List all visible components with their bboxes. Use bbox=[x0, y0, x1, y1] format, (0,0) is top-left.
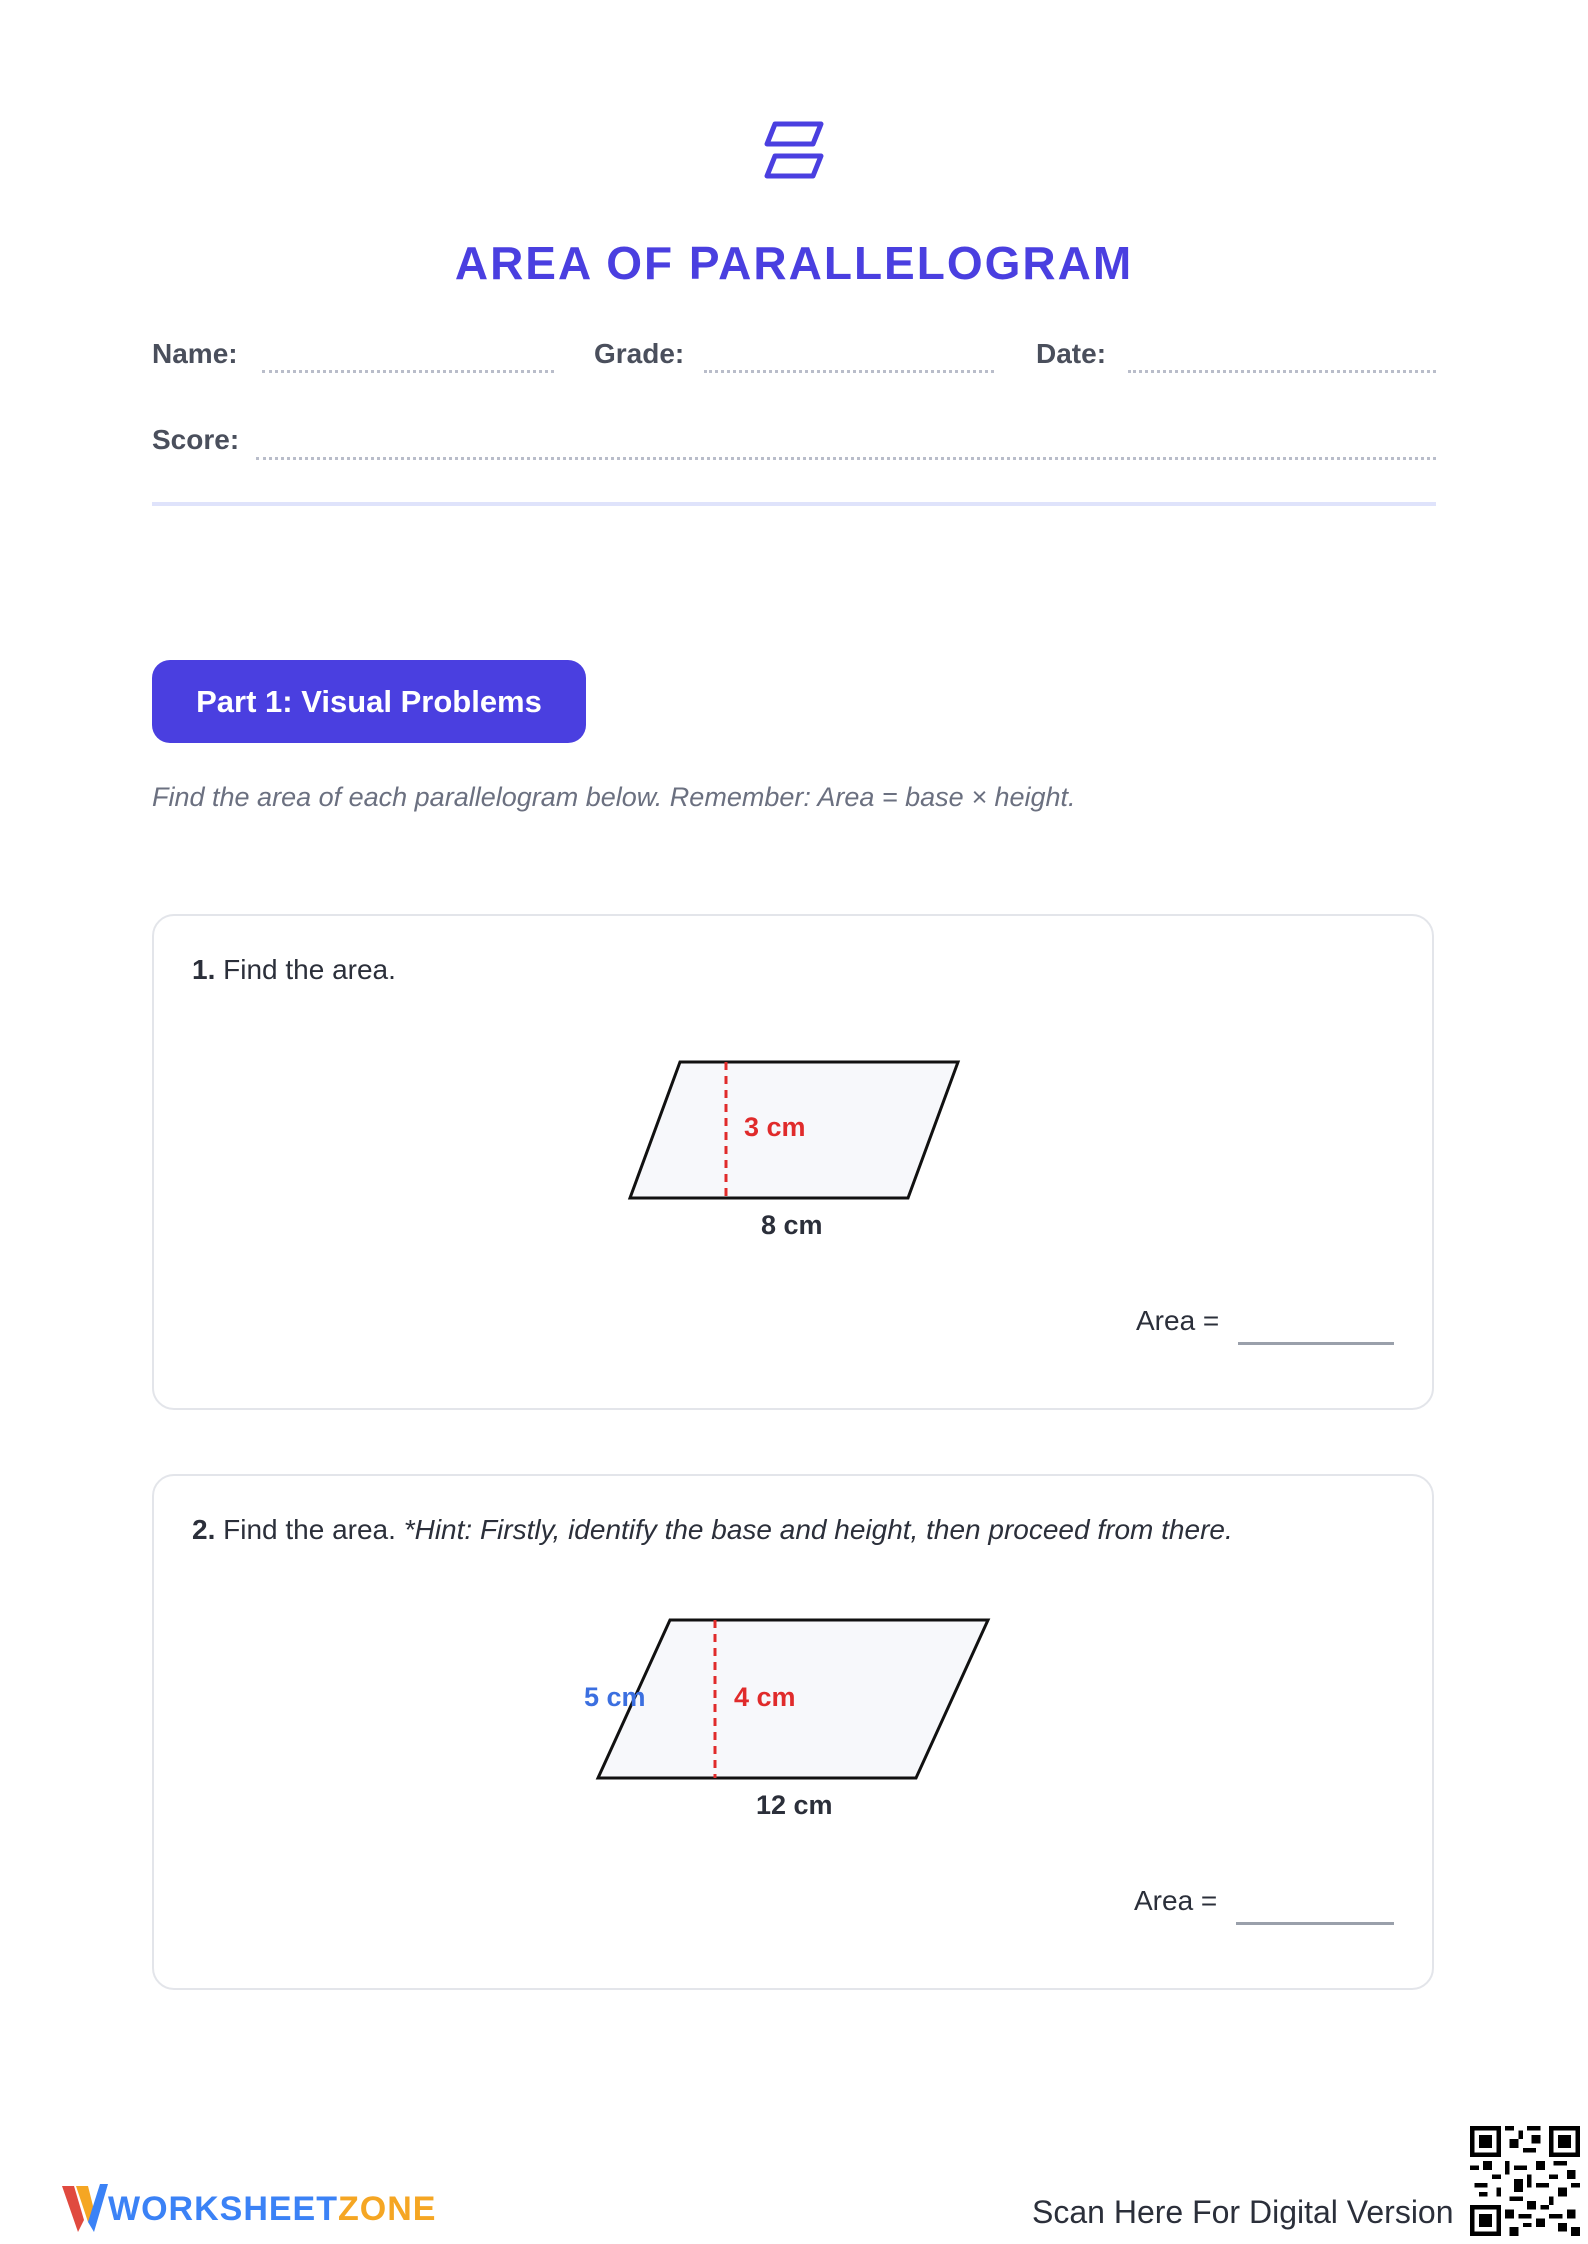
brand-worksheet: WORKSHEET bbox=[108, 2190, 338, 2228]
header-divider bbox=[152, 502, 1436, 506]
worksheetzone-brand bbox=[108, 2190, 436, 2229]
worksheetzone-logo-icon bbox=[60, 2180, 108, 2234]
date-field[interactable] bbox=[1128, 370, 1436, 373]
question-1-base-label: 8 cm bbox=[761, 1210, 823, 1240]
question-1-prompt bbox=[192, 954, 396, 986]
question-2-area-label: Area = bbox=[1134, 1885, 1218, 1916]
question-2-text: Find the area. bbox=[223, 1514, 396, 1545]
question-2-height-label: 4 cm bbox=[734, 1682, 796, 1712]
question-1-text: Find the area. bbox=[223, 954, 396, 985]
question-2-base-label: 12 cm bbox=[756, 1790, 833, 1820]
part-1-instructions: Find the area of each parallelogram below. Remember: Area = base × height. bbox=[152, 782, 1076, 812]
question-1-height-label: 3 cm bbox=[744, 1112, 806, 1142]
brand-zone: ZONE bbox=[338, 2190, 437, 2228]
question-2-prompt bbox=[192, 1514, 1233, 1546]
worksheet-title: AREA OF PARALLELOGRAM bbox=[454, 237, 1134, 289]
grade-field[interactable] bbox=[704, 370, 994, 373]
question-2-number: 2. bbox=[192, 1514, 216, 1545]
parallelogram-logo-icon bbox=[763, 120, 825, 182]
name-field[interactable] bbox=[262, 370, 554, 373]
question-2-hint: *Hint: Firstly, identify the base and height, then proceed from there. bbox=[403, 1514, 1233, 1545]
question-2-answer-line[interactable] bbox=[1236, 1922, 1394, 1925]
question-1-answer-line[interactable] bbox=[1238, 1342, 1394, 1345]
score-field[interactable] bbox=[256, 457, 1436, 460]
question-2-side-label: 5 cm bbox=[584, 1682, 646, 1712]
date-label: Date: bbox=[1036, 338, 1107, 369]
scan-instruction: Scan Here For Digital Version bbox=[1032, 2194, 1454, 2230]
question-1-number: 1. bbox=[192, 954, 216, 985]
score-label: Score: bbox=[152, 424, 240, 455]
grade-label: Grade: bbox=[594, 338, 685, 369]
name-label: Name: bbox=[152, 338, 238, 369]
question-1-area-label: Area = bbox=[1136, 1305, 1220, 1336]
part-1-badge: Part 1: Visual Problems bbox=[152, 660, 586, 743]
qr-code-icon[interactable] bbox=[1470, 2126, 1580, 2236]
